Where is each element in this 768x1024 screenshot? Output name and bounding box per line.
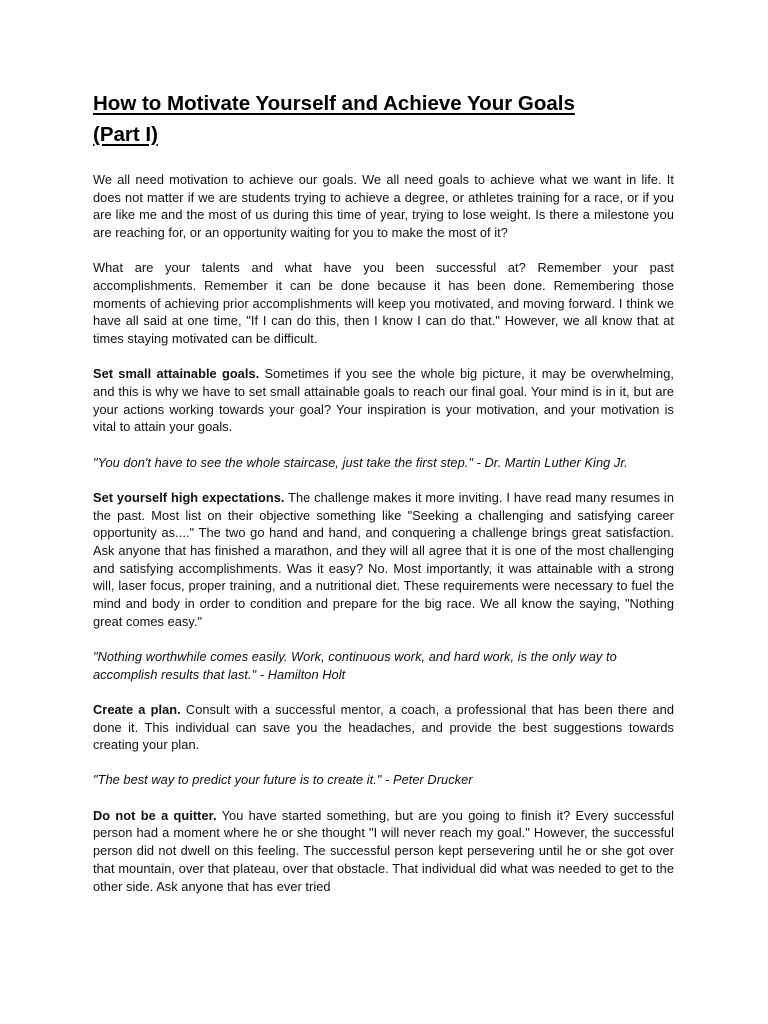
paragraph-text: You have started something, but are you going to finish it? Every successful person had a moment where he or she thought "I will never reach my goal." However, the successful person did not dwell on this feeling. The successful person kept persevering until he or she got over that mountain, over that plateau, over that obstacle. That individual did what was needed to get to the other side. Ask anyone that has ever tried bbox=[93, 807, 674, 894]
quote-king bbox=[93, 454, 674, 472]
paragraph-lead: Set small attainable goals. bbox=[93, 366, 260, 382]
paragraph-talents bbox=[93, 259, 674, 348]
paragraph-text: Consult with a successful mentor, a coach, a professional that has been there and done it. This individual can save you the headaches, and provide the best suggestions towards creating your plan. bbox=[93, 701, 675, 753]
paragraph-not-quitter bbox=[93, 807, 674, 896]
paragraph-create-plan bbox=[93, 701, 674, 754]
document-page bbox=[93, 88, 674, 895]
paragraph-high-expectations bbox=[93, 489, 674, 631]
paragraph-lead: Create a plan. bbox=[93, 701, 181, 717]
page-title bbox=[93, 88, 674, 150]
paragraph-lead: Set yourself high expectations. bbox=[93, 489, 285, 505]
quote-text: "Nothing worthwhile comes easily. Work, continuous work, and hard work, is the only way to accomplish results that last." - Hamilton Holt bbox=[93, 648, 617, 682]
paragraph-lead: Do not be a quitter. bbox=[93, 807, 217, 823]
title-line-1: How to Motivate Yourself and Achieve Your Goals bbox=[93, 92, 575, 115]
quote-text: "The best way to predict your future is to create it." - Peter Drucker bbox=[93, 772, 473, 788]
document-body bbox=[93, 171, 674, 895]
paragraph-text: The challenge makes it more inviting. I have read many resumes in the past. Most list on their objective something like "Seeking a challenging and satisfying career opportunity as...." The two go hand and hand, and conquering a challenge brings great satisfaction. Ask anyone that has finished a marathon, and they will all agree that it is one of the most challenging and satisfying accomplishments. Was it easy? No. Most importantly, it was attainable with a strong will, laser focus, proper training, and a nutritional diet. These requirements were necessary to fuel the mind and body in order to condition and prepare for the big race. We all know the saying, "Nothing great comes easy." bbox=[93, 489, 674, 629]
title-line-2: (Part I) bbox=[93, 123, 158, 146]
quote-text: "You don't have to see the whole staircase, just take the first step." - Dr. Martin Luther King Jr. bbox=[93, 454, 628, 470]
paragraph-text: We all need motivation to achieve our goals. We all need goals to achieve what we want in life. It does not matter if we are students trying to achieve a degree, or athletes training for a race, or if you are like me and the most of us during this time of year, trying to lose weight. Is there a milestone you are reaching for, or an opportunity waiting for you to make the most of it? bbox=[93, 172, 674, 241]
quote-holt bbox=[93, 648, 674, 683]
paragraph-text: Sometimes if you see the whole big picture, it may be overwhelming, and this is why we have to set small attainable goals to reach our final goal. Your mind is in it, but are your actions working towards your goal? Your inspiration is your motivation, and your motivation is vital to attain your goals. bbox=[93, 366, 674, 435]
paragraph-small-goals bbox=[93, 365, 674, 436]
quote-drucker bbox=[93, 771, 674, 789]
paragraph-text: What are your talents and what have you been successful at? Remember your past accomplishments. Remember it can be done because it has been done. Remembering those moments of achieving prior accomplishments will keep you motivated, and moving forward. I think we have all said at one time, "If I can do this, then I know I can do that." However, we all know that at times staying motivated can be difficult. bbox=[93, 260, 674, 347]
paragraph-intro bbox=[93, 171, 674, 242]
